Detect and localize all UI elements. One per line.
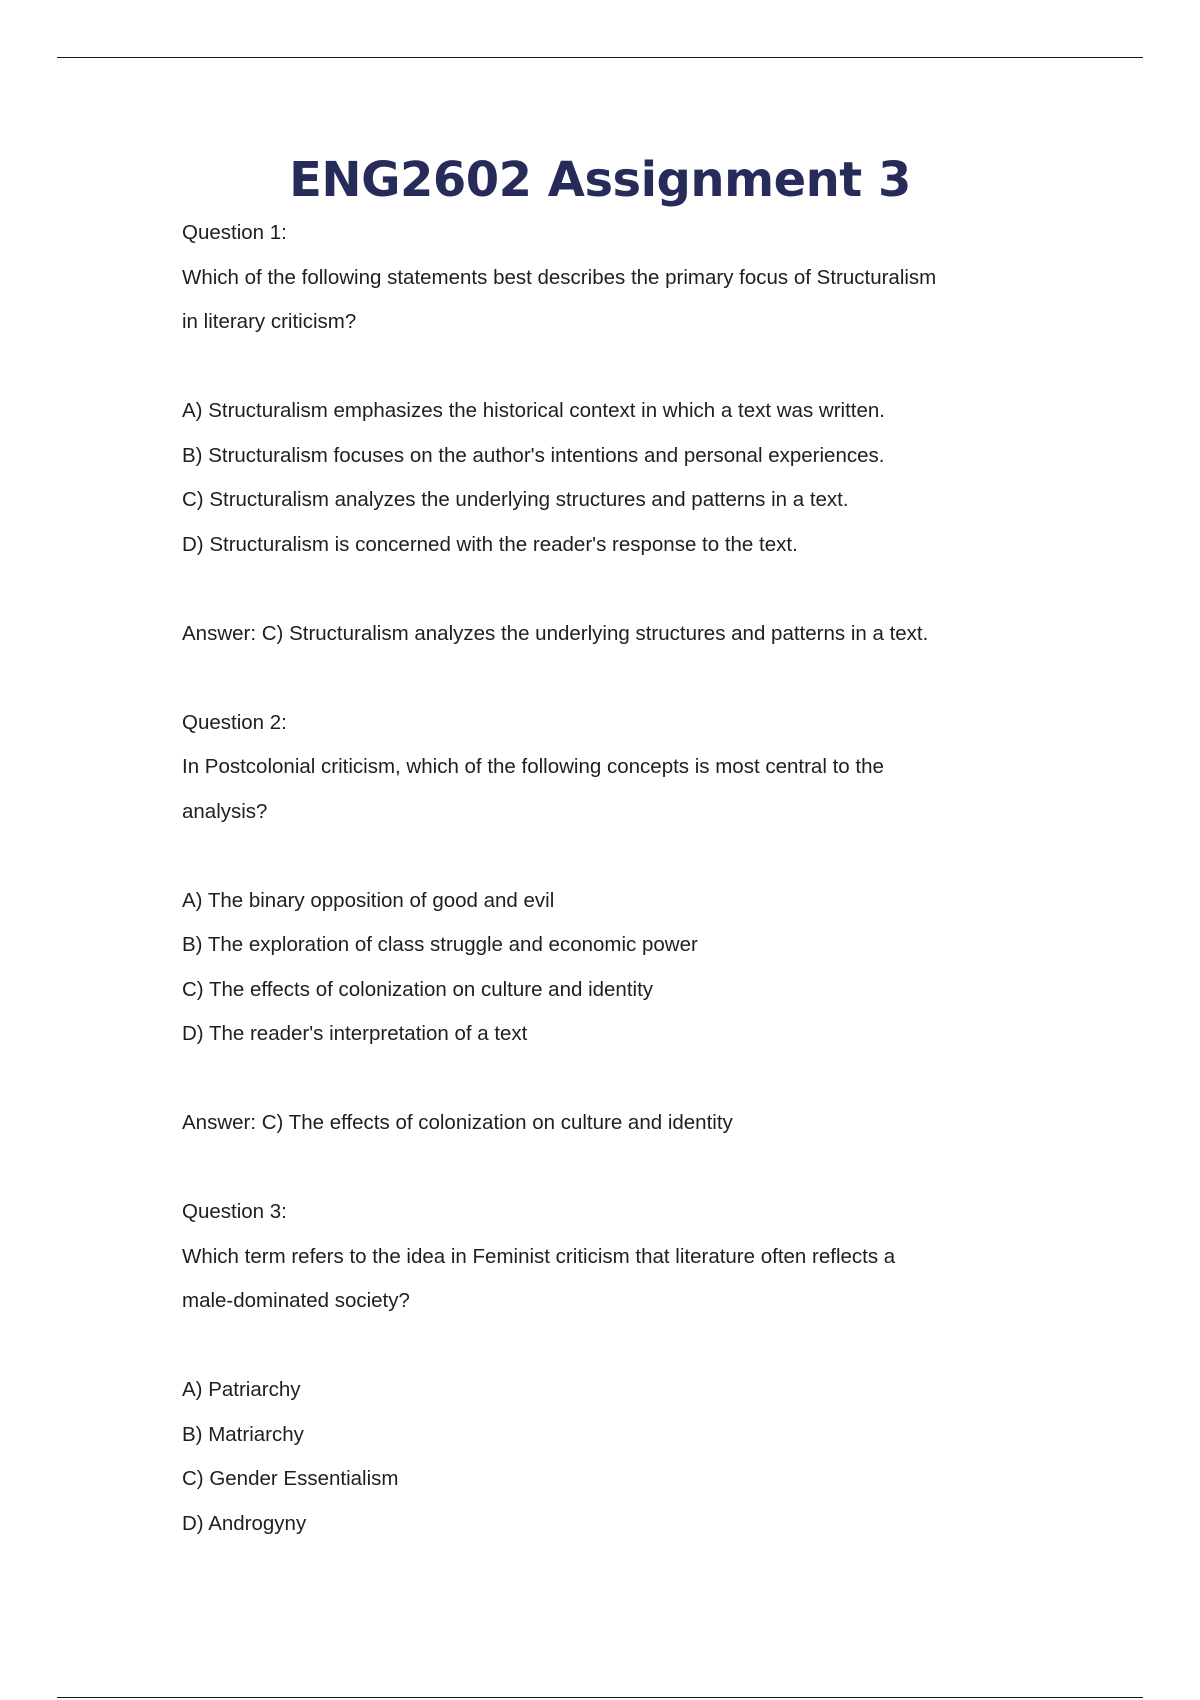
question-3-text-line-1: Which term refers to the idea in Feminist criticism that literature often reflects a [182, 1244, 896, 1268]
question-3-option-a: A) Patriarchy [182, 1378, 301, 1401]
question-3-text-line-2: male-dominated society? [182, 1289, 410, 1312]
question-3-label: Question 3: [182, 1200, 287, 1223]
question-2-option-a: A) The binary opposition of good and evil [182, 888, 555, 912]
question-2-text-line-2: analysis? [182, 799, 268, 823]
footer-rule [57, 1697, 1143, 1698]
question-2-option-b: B) The exploration of class struggle and economic power [182, 933, 698, 956]
question-1-option-a: A) Structuralism emphasizes the historical context in which a text was written. [182, 399, 885, 422]
question-3-option-b: B) Matriarchy [182, 1422, 304, 1446]
question-1-option-b: B) Structuralism focuses on the author's intentions and personal experiences. [182, 443, 885, 467]
spacer [182, 1057, 1082, 1102]
spacer [182, 1146, 1082, 1191]
question-1-text-line-2: in literary criticism? [182, 310, 357, 333]
spacer [182, 834, 1082, 879]
question-2-answer: Answer: C) The effects of colonization on culture and identity [182, 1111, 733, 1134]
spacer [182, 345, 1082, 390]
spacer [182, 1324, 1082, 1369]
question-3-option-d: D) Androgyny [182, 1511, 307, 1535]
question-3-option-c: C) Gender Essentialism [182, 1467, 399, 1490]
question-2-text-line-1: In Postcolonial criticism, which of the following concepts is most central to the [182, 755, 884, 778]
question-1 [182, 211, 1082, 701]
header-rule [57, 57, 1143, 58]
document-title: ENG2602 Assignment 3 [289, 152, 911, 208]
question-2-option-d: D) The reader's interpretation of a text [182, 1022, 528, 1045]
document-body [182, 211, 1082, 1546]
question-2-option-c: C) The effects of colonization on culture and identity [182, 977, 654, 1001]
question-2 [182, 701, 1082, 1191]
question-1-option-c: C) Structuralism analyzes the underlying structures and patterns in a text. [182, 488, 849, 511]
question-3 [182, 1190, 1082, 1546]
question-2-label: Question 2: [182, 710, 287, 734]
spacer [182, 567, 1082, 612]
question-1-answer: Answer: C) Structuralism analyzes the underlying structures and patterns in a text. [182, 621, 929, 645]
question-1-label: Question 1: [182, 221, 287, 244]
question-1-option-d: D) Structuralism is concerned with the reader's response to the text. [182, 532, 798, 556]
spacer [182, 656, 1082, 701]
question-1-text-line-1: Which of the following statements best describes the primary focus of Structuralism [182, 265, 937, 289]
